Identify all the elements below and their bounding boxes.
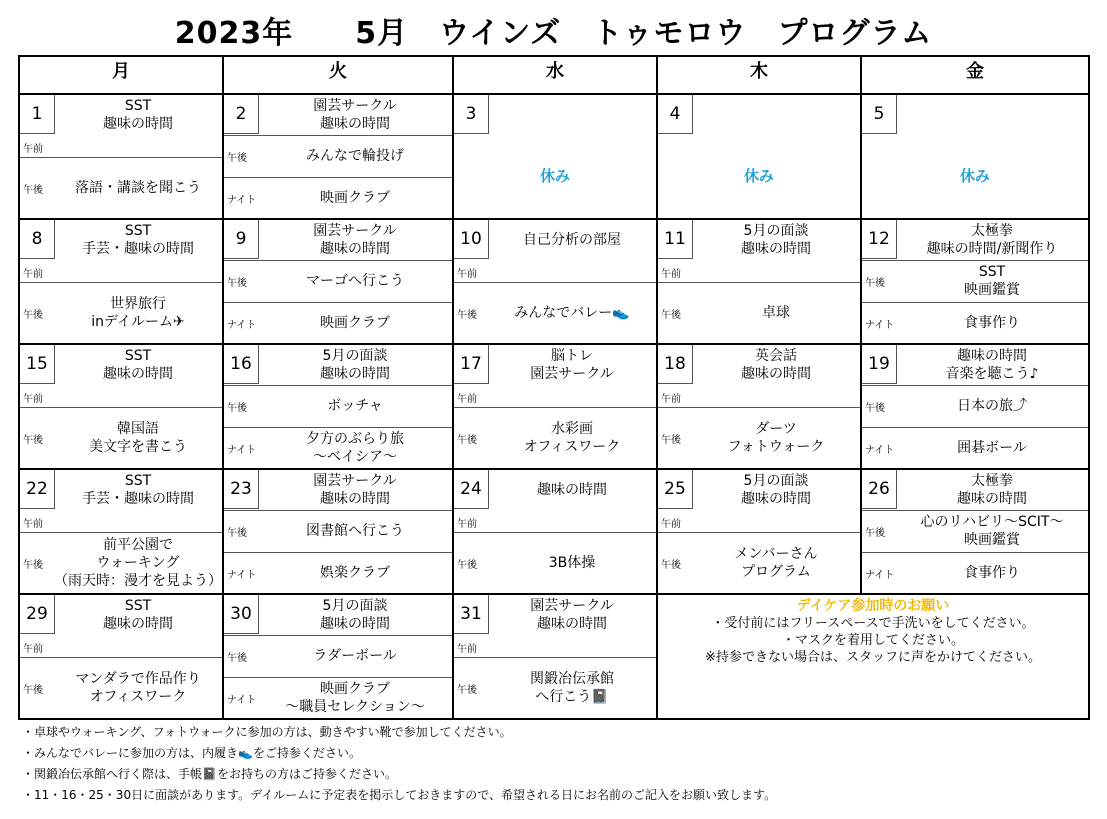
day-number: 9 <box>224 220 259 259</box>
week-row <box>19 219 1089 344</box>
morning-program: 趣味の時間 音楽を聴こう♪ <box>945 348 1039 382</box>
day-cell <box>19 94 223 219</box>
morning-label: 午前 <box>661 394 681 405</box>
morning-program: 英会話 趣味の時間 <box>741 348 811 382</box>
week-row <box>19 344 1089 469</box>
morning-label: 午前 <box>23 394 43 405</box>
afternoon-program: マーゴへ行こう <box>306 273 404 289</box>
day-number: 16 <box>224 345 259 384</box>
day-cell <box>453 94 657 219</box>
day-number: 25 <box>658 470 693 509</box>
day-number: 2 <box>224 95 259 134</box>
day-cell <box>223 94 453 219</box>
day-number: 10 <box>454 220 489 259</box>
day-cell <box>861 469 1089 594</box>
day-cell <box>223 594 453 719</box>
morning-program: 5月の面談 趣味の時間 <box>320 598 390 632</box>
afternoon-program: マンダラで作品作り オフィスワーク <box>75 670 201 705</box>
weekday-tue: 火 <box>223 56 453 94</box>
night-label: ナイト <box>865 444 895 456</box>
week-row <box>19 94 1089 219</box>
morning-program: SST 趣味の時間 <box>103 98 173 132</box>
morning-label: 午前 <box>23 144 43 155</box>
afternoon-label: 午後 <box>23 309 43 321</box>
night-program: 娯楽クラブ <box>320 564 390 581</box>
night-label: ナイト <box>227 694 257 706</box>
night-label: ナイト <box>865 569 895 581</box>
day-cell <box>19 219 223 344</box>
afternoon-program: 図書館へ行こう <box>306 523 404 539</box>
night-program: 夕方のぶらり旅 ～ベイシア～ <box>306 430 404 465</box>
afternoon-program: 世界旅行 inデイルーム✈ <box>91 295 185 330</box>
afternoon-label: 午後 <box>227 153 247 164</box>
afternoon-program: 韓国語 美文字を書こう <box>89 420 187 455</box>
footnotes <box>22 722 776 806</box>
afternoon-program: 3B体操 <box>548 554 596 571</box>
day-cell <box>657 469 861 594</box>
day-number: 11 <box>658 220 693 259</box>
afternoon-label: 午後 <box>23 559 43 571</box>
day-cell <box>19 344 223 469</box>
afternoon-label: 午後 <box>865 278 885 289</box>
notice-line: ・マスクを着用してください。 <box>781 633 964 648</box>
day-number: 19 <box>862 345 897 384</box>
morning-program: SST 趣味の時間 <box>103 598 173 632</box>
afternoon-label: 午後 <box>227 653 247 664</box>
night-label: ナイト <box>227 194 257 206</box>
afternoon-program: 日本の旅⤴ <box>957 398 1027 414</box>
notice-title: デイケア参加時のお願い <box>796 598 950 614</box>
afternoon-program: ボッチャ <box>327 398 383 414</box>
morning-label: 午前 <box>23 269 43 280</box>
day-number: 31 <box>454 595 489 634</box>
day-number: 29 <box>20 595 55 634</box>
day-number: 22 <box>20 470 55 509</box>
holiday-label: 休み <box>539 166 570 185</box>
footnote: ・関鍛冶伝承館へ行く際は、手帳📓をお持ちの方はご持参ください。 <box>22 767 397 781</box>
day-cell <box>453 594 657 719</box>
afternoon-label: 午後 <box>227 278 247 289</box>
afternoon-label: 午後 <box>23 684 43 696</box>
day-number: 26 <box>862 470 897 509</box>
footnote: ・11・16・25・30日に面談があります。デイルームに予定表を掲示しておきますので、希望される日にお名前のご記入をお願い致します。 <box>22 788 777 802</box>
day-cell <box>223 344 453 469</box>
night-program: 映画クラブ <box>320 189 390 206</box>
morning-label: 午前 <box>457 394 477 405</box>
day-number: 12 <box>862 220 897 259</box>
afternoon-label: 午後 <box>457 434 477 446</box>
morning-program: 趣味の時間 <box>537 482 607 498</box>
night-program: 囲碁ボール <box>957 439 1027 456</box>
morning-program: 園芸サークル 趣味の時間 <box>313 223 397 257</box>
day-number: 15 <box>20 345 55 384</box>
week-row <box>19 594 1089 719</box>
afternoon-program: SST 映画鑑賞 <box>964 264 1020 298</box>
day-number: 5 <box>862 95 897 134</box>
day-number: 24 <box>454 470 489 509</box>
night-label: ナイト <box>227 444 257 456</box>
footnote: ・卓球やウォーキング、フォトウォークに参加の方は、動きやすい靴で参加してください。 <box>22 725 512 739</box>
holiday-label: 休み <box>743 166 774 185</box>
afternoon-program: 卓球 <box>762 304 790 321</box>
morning-program: 5月の面談 趣味の時間 <box>741 473 811 507</box>
afternoon-program: 水彩画 オフィスワーク <box>523 420 621 455</box>
morning-program: 園芸サークル 趣味の時間 <box>313 98 397 132</box>
afternoon-program: 心のリハビリ～SCIT～ 映画鑑賞 <box>920 514 1064 548</box>
day-cell <box>19 594 223 719</box>
weekday-thu: 木 <box>657 56 861 94</box>
morning-program: 園芸サークル 趣味の時間 <box>313 473 397 507</box>
afternoon-label: 午後 <box>865 528 885 539</box>
morning-program: 5月の面談 趣味の時間 <box>320 348 390 382</box>
morning-label: 午前 <box>457 519 477 530</box>
afternoon-label: 午後 <box>227 403 247 414</box>
day-cell <box>453 344 657 469</box>
day-cell <box>19 469 223 594</box>
footnote: ・みんなでバレーに参加の方は、内履き👟をご持参ください。 <box>22 746 361 760</box>
afternoon-label: 午後 <box>23 434 43 446</box>
night-label: ナイト <box>227 569 257 581</box>
night-program: 食事作り <box>964 314 1020 331</box>
morning-program: SST 手芸・趣味の時間 <box>82 223 194 257</box>
notice-box <box>657 594 1089 719</box>
weekday-header-row <box>19 56 1089 94</box>
day-cell <box>657 219 861 344</box>
morning-label: 午前 <box>661 269 681 280</box>
weekday-wed: 水 <box>453 56 657 94</box>
afternoon-label: 午後 <box>661 559 681 571</box>
morning-label: 午前 <box>457 269 477 280</box>
afternoon-program: 落語・講談を聞こう <box>75 179 201 196</box>
afternoon-label: 午後 <box>457 309 477 321</box>
page-title: 2023年 5月 ウインズ トゥモロウ プログラム <box>174 16 933 51</box>
afternoon-label: 午後 <box>661 309 681 321</box>
afternoon-program: ダーツ フォトウォーク <box>727 420 825 455</box>
morning-label: 午前 <box>457 644 477 655</box>
calendar-table <box>18 55 1090 720</box>
morning-label: 午前 <box>23 519 43 530</box>
day-cell <box>223 219 453 344</box>
night-program: 食事作り <box>964 564 1020 581</box>
day-cell <box>861 219 1089 344</box>
day-cell <box>861 344 1089 469</box>
afternoon-program: メンバーさん プログラム <box>734 545 818 580</box>
notice-line: ・受付前にはフリースペースで手洗いをしてください。 <box>711 616 1035 631</box>
morning-program: 太極拳 趣味の時間/新聞作り <box>926 223 1058 257</box>
day-cell <box>657 94 861 219</box>
notice-line: ※持参できない場合は、スタッフに声をかけてください。 <box>705 650 1041 665</box>
morning-program: 園芸サークル 趣味の時間 <box>530 598 614 632</box>
weekday-mon: 月 <box>19 56 223 94</box>
day-cell <box>861 94 1089 219</box>
holiday-label: 休み <box>959 166 990 185</box>
afternoon-program: 前平公園で ウォーキング （雨天時：漫才を見よう） <box>54 536 222 589</box>
day-cell <box>453 219 657 344</box>
day-cell <box>223 469 453 594</box>
morning-label: 午前 <box>23 644 43 655</box>
afternoon-program: みんなで輪投げ <box>306 148 404 164</box>
afternoon-program: 関鍛冶伝承館 へ行こう📓 <box>530 670 614 705</box>
night-label: ナイト <box>865 319 895 331</box>
afternoon-label: 午後 <box>865 403 885 414</box>
day-number: 8 <box>20 220 55 259</box>
week-row <box>19 469 1089 594</box>
day-number: 23 <box>224 470 259 509</box>
morning-program: SST 趣味の時間 <box>103 348 173 382</box>
morning-program: 太極拳 趣味の時間 <box>957 473 1027 507</box>
afternoon-program: みんなでバレー👟 <box>514 304 630 321</box>
afternoon-label: 午後 <box>227 528 247 539</box>
night-program: 映画クラブ ～職員セレクション～ <box>285 680 425 715</box>
day-number: 3 <box>454 95 489 134</box>
morning-program: 5月の面談 趣味の時間 <box>741 223 811 257</box>
day-number: 17 <box>454 345 489 384</box>
night-program: 映画クラブ <box>320 314 390 331</box>
calendar-body <box>19 94 1089 719</box>
day-number: 1 <box>20 95 55 134</box>
morning-program: SST 手芸・趣味の時間 <box>82 473 194 507</box>
day-number: 4 <box>658 95 693 134</box>
morning-label: 午前 <box>661 519 681 530</box>
afternoon-label: 午後 <box>457 559 477 571</box>
day-number: 18 <box>658 345 693 384</box>
day-cell <box>453 469 657 594</box>
morning-program: 自己分析の部屋 <box>523 232 621 248</box>
morning-program: 脳トレ 園芸サークル <box>530 348 614 382</box>
day-number: 30 <box>224 595 259 634</box>
afternoon-program: ラダーボール <box>313 648 397 664</box>
afternoon-label: 午後 <box>661 434 681 446</box>
weekday-fri: 金 <box>861 56 1089 94</box>
night-label: ナイト <box>227 319 257 331</box>
afternoon-label: 午後 <box>457 684 477 696</box>
afternoon-label: 午後 <box>23 184 43 196</box>
day-cell <box>657 344 861 469</box>
